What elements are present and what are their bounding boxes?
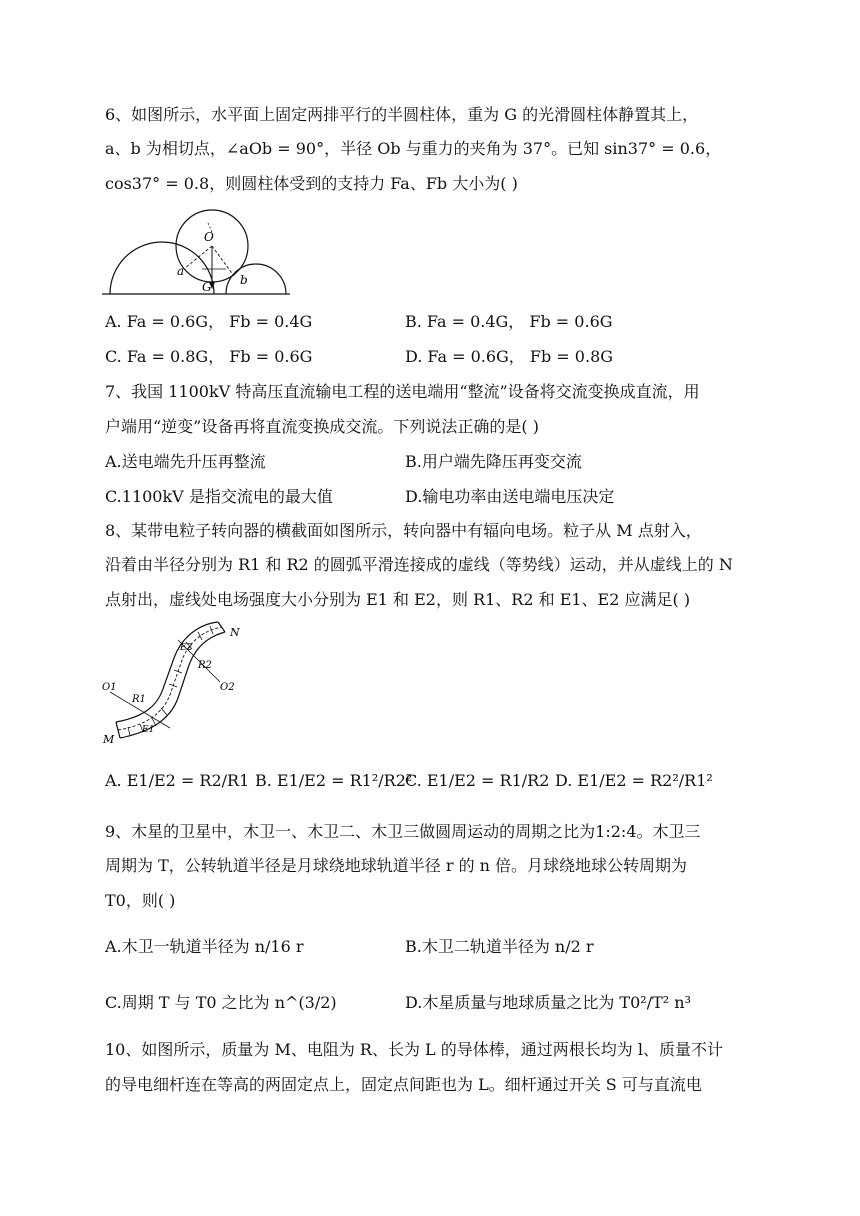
q6-label-a: a <box>177 264 185 278</box>
q6-stem-line3: cos37° = 0.8，则圆柱体受到的支持力 Fa、Fb 大小为( ) <box>105 174 518 193</box>
q8-label-E1: E1 <box>142 725 155 735</box>
q6-option-d[interactable]: D. Fa = 0.6G， Fb = 0.8G <box>405 347 614 366</box>
q8-stem-line2: 沿着由半径分别为 R1 和 R2 的圆弧平滑连接成的虚线（等势线）运动，并从虚线上的 N <box>105 555 733 574</box>
q6-stem-line1: 6、如图所示，水平面上固定两排平行的半圆柱体，重为 G 的光滑圆柱体静置其上， <box>105 105 699 124</box>
q9-option-c[interactable]: C.周期 T 与 T0 之比为 n^(3/2) <box>105 993 337 1012</box>
q8-stem-line1: 8、某带电粒子转向器的横截面如图所示，转向器中有辐向电场。粒子从 M 点射入， <box>105 521 702 540</box>
q7-option-a[interactable]: A.送电端先升压再整流 <box>105 452 266 471</box>
q8-label-E2: E2 <box>180 643 193 653</box>
q7-stem-line1: 7、我国 1100kV 特高压直流输电工程的送电端用“整流”设备将交流变换成直流，用 <box>105 382 700 401</box>
q8-figure <box>100 620 260 750</box>
q9-option-d[interactable]: D.木星质量与地球质量之比为 T0²/T² n³ <box>405 993 691 1012</box>
q7-stem-line2: 户端用“逆变”设备再将直流变换成交流。下列说法正确的是( ) <box>105 417 539 436</box>
q6-stem-line2: a、b 为相切点，∠aOb = 90°，半径 Ob 与重力的夹角为 37°。已知 sin37° = 0.6， <box>105 139 722 158</box>
q9-option-a[interactable]: A.木卫一轨道半径为 n/16 r <box>105 937 304 956</box>
q8-option-a[interactable]: A. E1/E2 = R2/R1 <box>105 771 250 790</box>
q6-label-b: b <box>240 273 248 287</box>
q9-option-b[interactable]: B.木卫二轨道半径为 n/2 r <box>405 937 594 956</box>
q6-option-c[interactable]: C. Fa = 0.8G， Fb = 0.6G <box>105 347 313 366</box>
q7-option-d[interactable]: D.输电功率由送电端电压决定 <box>405 487 615 506</box>
q6-option-b[interactable]: B. Fa = 0.4G， Fb = 0.6G <box>405 312 613 331</box>
q8-label-O1: O1 <box>102 682 117 693</box>
q8-label-N: N <box>230 626 240 639</box>
q9-stem-line2: 周期为 T，公转轨道半径是月球绕地球轨道半径 r 的 n 倍。月球绕地球公转周期为 <box>105 856 688 875</box>
q8-label-R1: R1 <box>132 694 146 705</box>
q9-stem-line3: T0，则( ) <box>105 891 176 910</box>
q9-stem-line1: 9、木星的卫星中，木卫一、木卫二、木卫三做圆周运动的周期之比为1:2:4。木卫三 <box>105 822 701 841</box>
q6-option-a[interactable]: A. Fa = 0.6G， Fb = 0.4G <box>105 312 313 331</box>
q8-label-R2: R2 <box>198 660 212 671</box>
q8-stem-line3: 点射出，虚线处电场强度大小分别为 E1 和 E2，则 R1、R2 和 E1、E2 应满足( ) <box>105 590 691 609</box>
q6-label-G: G <box>202 280 212 294</box>
q10-stem-line2: 的导电细杆连在等高的两固定点上，固定点间距也为 L。细杆通过开关 S 可与直流电 <box>105 1075 702 1094</box>
q8-option-b[interactable]: B. E1/E2 = R1²/R2² <box>255 771 413 790</box>
q6-figure <box>100 205 295 300</box>
q8-label-M: M <box>103 733 115 746</box>
q10-stem-line1: 10、如图所示，质量为 M、电阻为 R、长为 L 的导体棒，通过两根长均为 l、质量不计 <box>105 1040 723 1059</box>
q7-option-c[interactable]: C.1100kV 是指交流电的最大值 <box>105 487 333 506</box>
q8-option-c[interactable]: C. E1/E2 = R1/R2 <box>405 771 550 790</box>
q8-option-d[interactable]: D. E1/E2 = R2²/R1² <box>555 771 713 790</box>
q6-label-O: O <box>204 230 214 244</box>
q8-label-O2: O2 <box>220 682 235 693</box>
q7-option-b[interactable]: B.用户端先降压再变交流 <box>405 452 582 471</box>
